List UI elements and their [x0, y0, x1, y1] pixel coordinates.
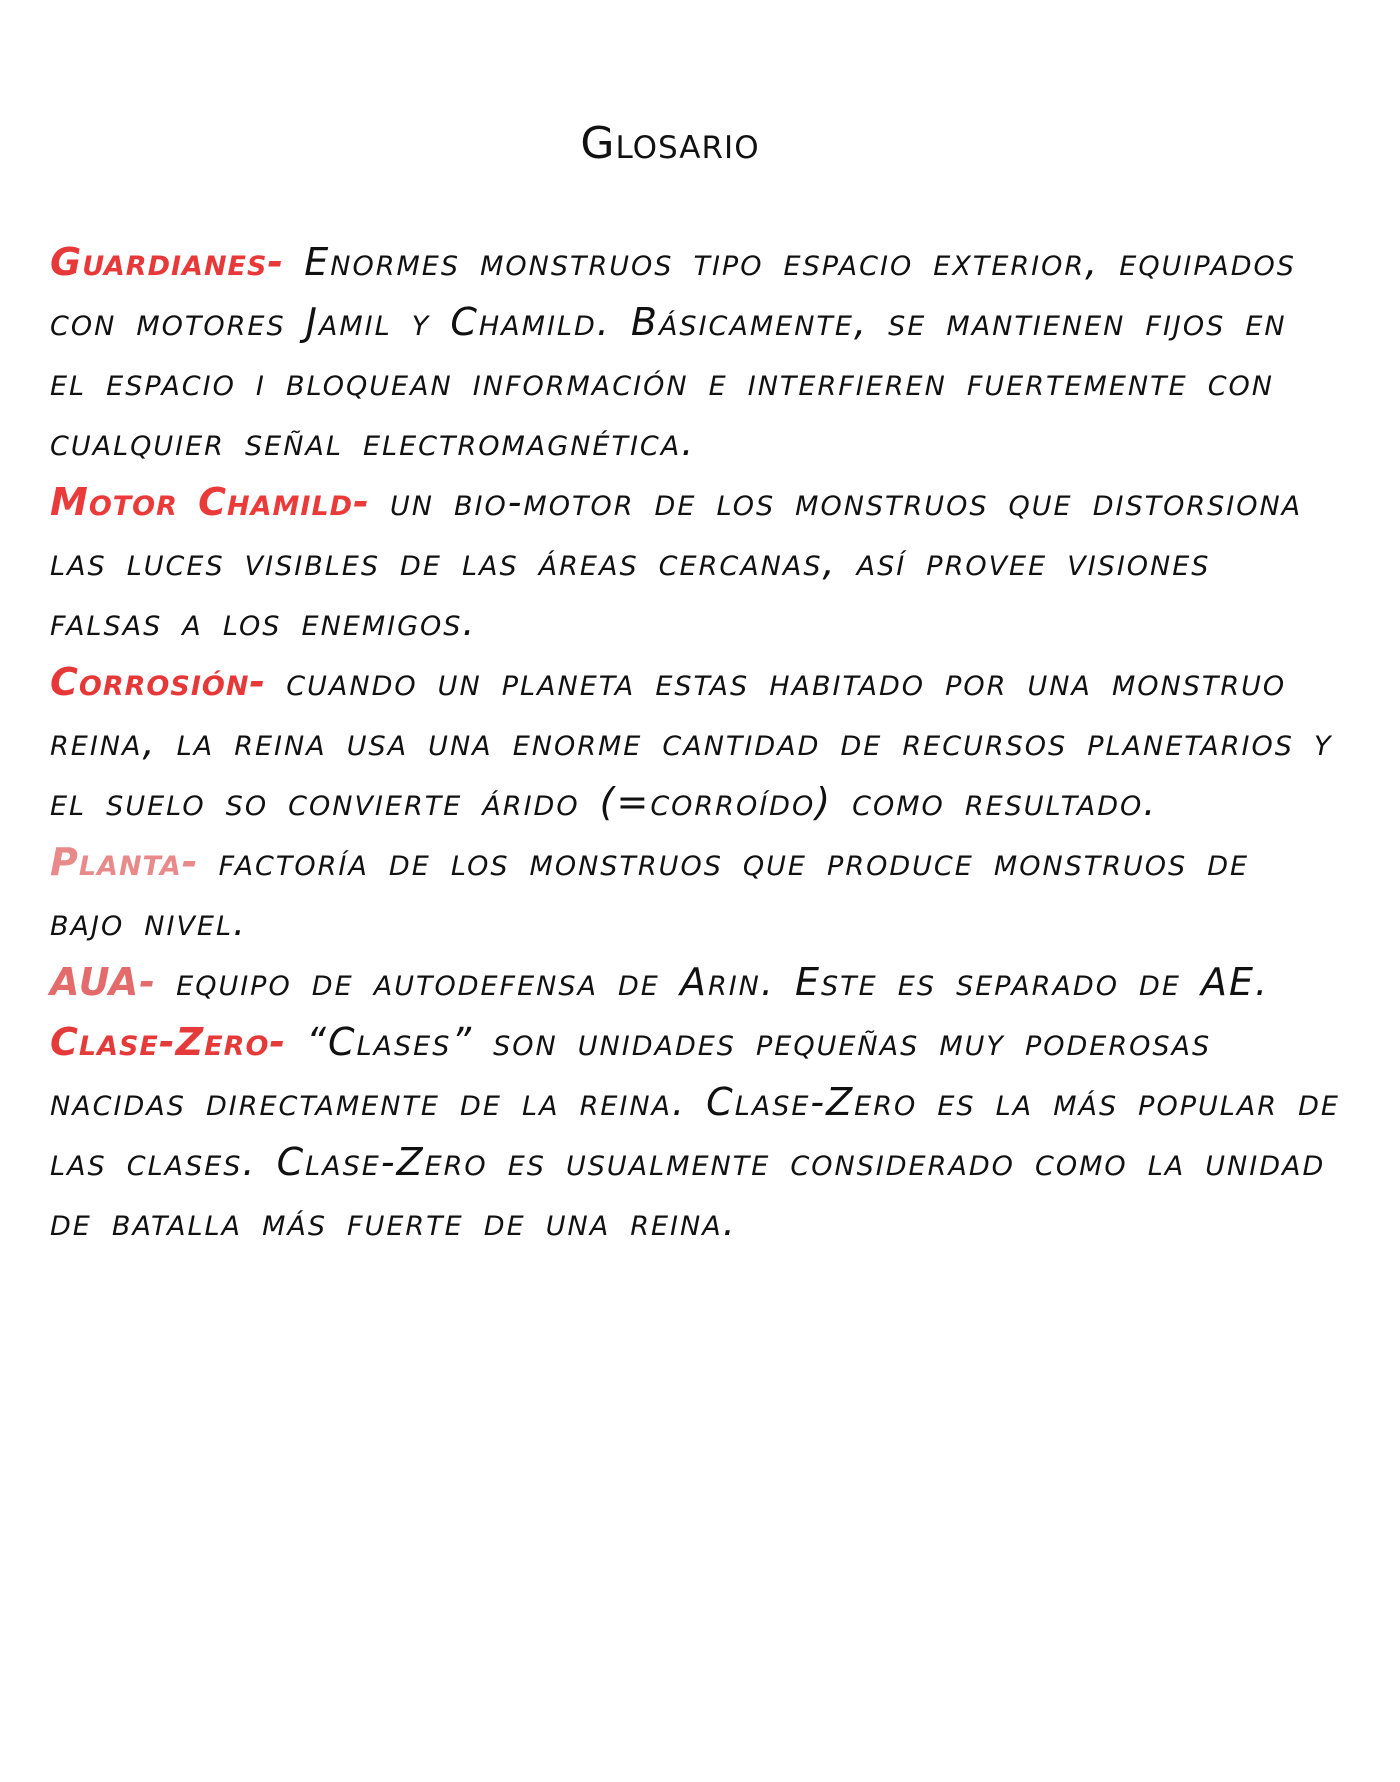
glossary-definition: “Clases” son unidades pequeñas muy poderosas nacidas directamente de la reina. Clase-Zero es la más popular de las clases. Clase-Zero es usualmente considerado como la unidad de batalla más fuerte de una reina. [50, 1020, 1340, 1244]
glossary-definition: equipo de autodefensa de Arin. Este es separado de AE. [176, 960, 1270, 1004]
glossary-entry-clase-zero [50, 1012, 1340, 1252]
glossary-definition: un bio-motor de los monstruos que distorsiona las luces visibles de las áreas cercanas, así provee visiones falsas a los enemigos. [50, 480, 1303, 644]
glossary-entry-motor-chamild [50, 472, 1340, 652]
glossary-definition: Enormes monstruos tipo espacio exterior, equipados con motores Jamil y Chamild. Básicamente, se mantienen fijos en el espacio i bloquean información e interfieren fuertemente con cualquier señal electromagnética. [50, 240, 1296, 464]
glossary-entry-corrosion [50, 652, 1340, 832]
page-title: Glosario [580, 118, 760, 169]
glossary-term: Motor Chamild- [50, 480, 370, 524]
glossary-term: Corrosión- [50, 660, 267, 704]
glossary-definition: factoría de los monstruos que produce monstruos de bajo nivel. [50, 840, 1250, 944]
glossary-term: Planta- [50, 840, 199, 884]
glossary-entry-aua [50, 952, 1340, 1012]
glossary-definition: cuando un planeta estas habitado por una monstruo reina, la reina usa una enorme cantidad de recursos planetarios y el suelo so convierte árido (=corroído) como resultado. [50, 660, 1333, 824]
glossary-term: AUA- [50, 960, 157, 1004]
glossary-term: Guardianes- [50, 240, 285, 284]
glossary-entry-guardianes [50, 232, 1340, 472]
glossary-term: Clase-Zero- [50, 1020, 287, 1064]
glossary-entry-planta [50, 832, 1340, 952]
glossary-body [50, 232, 1340, 1252]
